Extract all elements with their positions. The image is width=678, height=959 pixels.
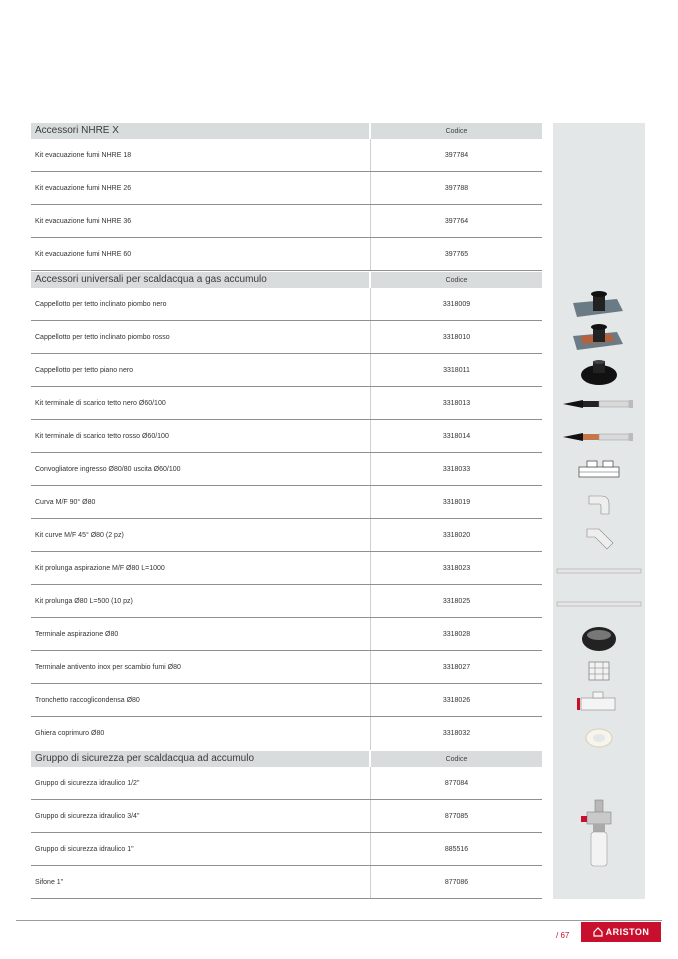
table-row (31, 420, 542, 453)
table-row (31, 486, 542, 519)
table-row (31, 552, 542, 585)
windproof-terminal-image (553, 654, 645, 688)
section-title: Accessori NHRE X (31, 123, 371, 139)
row-code: 3318032 (442, 730, 471, 737)
flue-adapter-image (553, 455, 645, 489)
code-header: Codice (445, 755, 468, 763)
row-code: 397764 (444, 217, 469, 225)
section-header (31, 123, 542, 139)
row-code: 3318025 (442, 597, 471, 605)
table-row (31, 354, 542, 387)
table-row (31, 585, 542, 618)
elbow-90-image (553, 488, 645, 522)
table-row (31, 800, 542, 833)
row-description: Tronchetto raccoglicondensa Ø80 (31, 684, 371, 716)
row-code: 3318019 (442, 498, 471, 506)
table-row (31, 387, 542, 420)
roof-cap-red-sloped-image (553, 322, 645, 356)
table-row (31, 172, 542, 205)
row-description: Ghiera coprimuro Ø80 (31, 717, 371, 750)
row-description: Convogliatore ingresso Ø80/80 uscita Ø60/100 (31, 453, 371, 485)
table-row (31, 717, 542, 750)
wall-ring-image (553, 721, 645, 755)
row-description: Kit terminale di scarico tetto rosso Ø60/100 (31, 420, 371, 452)
row-code: 3318013 (442, 399, 471, 407)
row-code: 397765 (444, 250, 469, 258)
row-code: 3318020 (442, 531, 471, 539)
row-code: 3318009 (442, 300, 471, 308)
row-description: Cappellotto per tetto inclinato piombo rosso (31, 321, 371, 353)
table-row (31, 767, 542, 800)
safety-group-image (553, 796, 645, 872)
row-code: 3318027 (442, 663, 471, 671)
code-header: Codice (445, 276, 468, 284)
section-safety-group (31, 751, 542, 899)
row-description: Gruppo di sicurezza idraulico 1/2" (31, 767, 371, 799)
row-description: Kit evacuazione fumi NHRE 60 (31, 238, 371, 270)
row-code: 397788 (444, 184, 469, 192)
row-code: 3318028 (442, 630, 471, 638)
brand-name: ARISTON (605, 927, 650, 937)
row-description: Kit terminale di scarico tetto nero Ø60/100 (31, 387, 371, 419)
row-code: 3318011 (443, 366, 470, 374)
row-description: Cappellotto per tetto piano nero (31, 354, 371, 386)
footer-divider (16, 920, 662, 921)
section-header (31, 272, 542, 288)
row-description: Kit prolunga aspirazione M/F Ø80 L=1000 (31, 552, 371, 584)
section-title: Gruppo di sicurezza per scaldacqua ad accumulo (31, 751, 371, 767)
table-row (31, 519, 542, 552)
code-header: Codice (445, 127, 468, 135)
row-code: 3318010 (442, 333, 471, 341)
condensate-collector-image (553, 688, 645, 722)
table-row (31, 205, 542, 238)
section-header (31, 751, 542, 767)
table-row (31, 288, 542, 321)
row-description: Terminale aspirazione Ø80 (31, 618, 371, 650)
extension-1000-image (553, 555, 645, 589)
row-code: 877086 (444, 878, 469, 886)
ariston-house-icon (593, 927, 603, 937)
row-description: Curva M/F 90° Ø80 (31, 486, 371, 518)
row-description: Kit curve M/F 45° Ø80 (2 pz) (31, 519, 371, 551)
row-code: 885516 (444, 845, 469, 853)
row-code: 877085 (444, 812, 469, 820)
extension-500-image (553, 588, 645, 622)
row-code: 3318033 (442, 465, 471, 473)
table-row (31, 866, 542, 899)
section-universal-accessories (31, 272, 542, 750)
roof-cap-black-sloped-image (553, 289, 645, 323)
table-row (31, 321, 542, 354)
table-row (31, 238, 542, 271)
ariston-logo (581, 922, 661, 942)
roof-cap-flat-black-image (553, 355, 645, 389)
row-description: Sifone 1" (31, 866, 371, 898)
table-row (31, 684, 542, 717)
row-description: Kit prolunga Ø80 L=500 (10 pz) (31, 585, 371, 617)
row-description: Terminale antivento inox per scambio fumi Ø80 (31, 651, 371, 683)
row-code: 877084 (444, 779, 469, 787)
table-row (31, 618, 542, 651)
elbow-45-image (553, 521, 645, 555)
section-nhre-x (31, 123, 542, 271)
table-row (31, 453, 542, 486)
row-description: Kit evacuazione fumi NHRE 36 (31, 205, 371, 237)
page-number: / 67 (556, 931, 570, 940)
table-row (31, 139, 542, 172)
table-row (31, 651, 542, 684)
row-code: 3318014 (442, 432, 471, 440)
row-code: 3318026 (442, 696, 471, 704)
intake-terminal-image (553, 621, 645, 655)
table-row (31, 833, 542, 866)
row-description: Gruppo di sicurezza idraulico 3/4" (31, 800, 371, 832)
row-description: Cappellotto per tetto inclinato piombo nero (31, 288, 371, 320)
row-description: Kit evacuazione fumi NHRE 18 (31, 139, 371, 171)
roof-terminal-red-image (553, 421, 645, 455)
row-code: 3318023 (442, 564, 471, 572)
section-title: Accessori universali per scaldacqua a gas accumulo (31, 272, 371, 288)
roof-terminal-black-image (553, 388, 645, 422)
row-code: 397784 (444, 151, 469, 159)
row-description: Gruppo di sicurezza idraulico 1" (31, 833, 371, 865)
row-description: Kit evacuazione fumi NHRE 26 (31, 172, 371, 204)
